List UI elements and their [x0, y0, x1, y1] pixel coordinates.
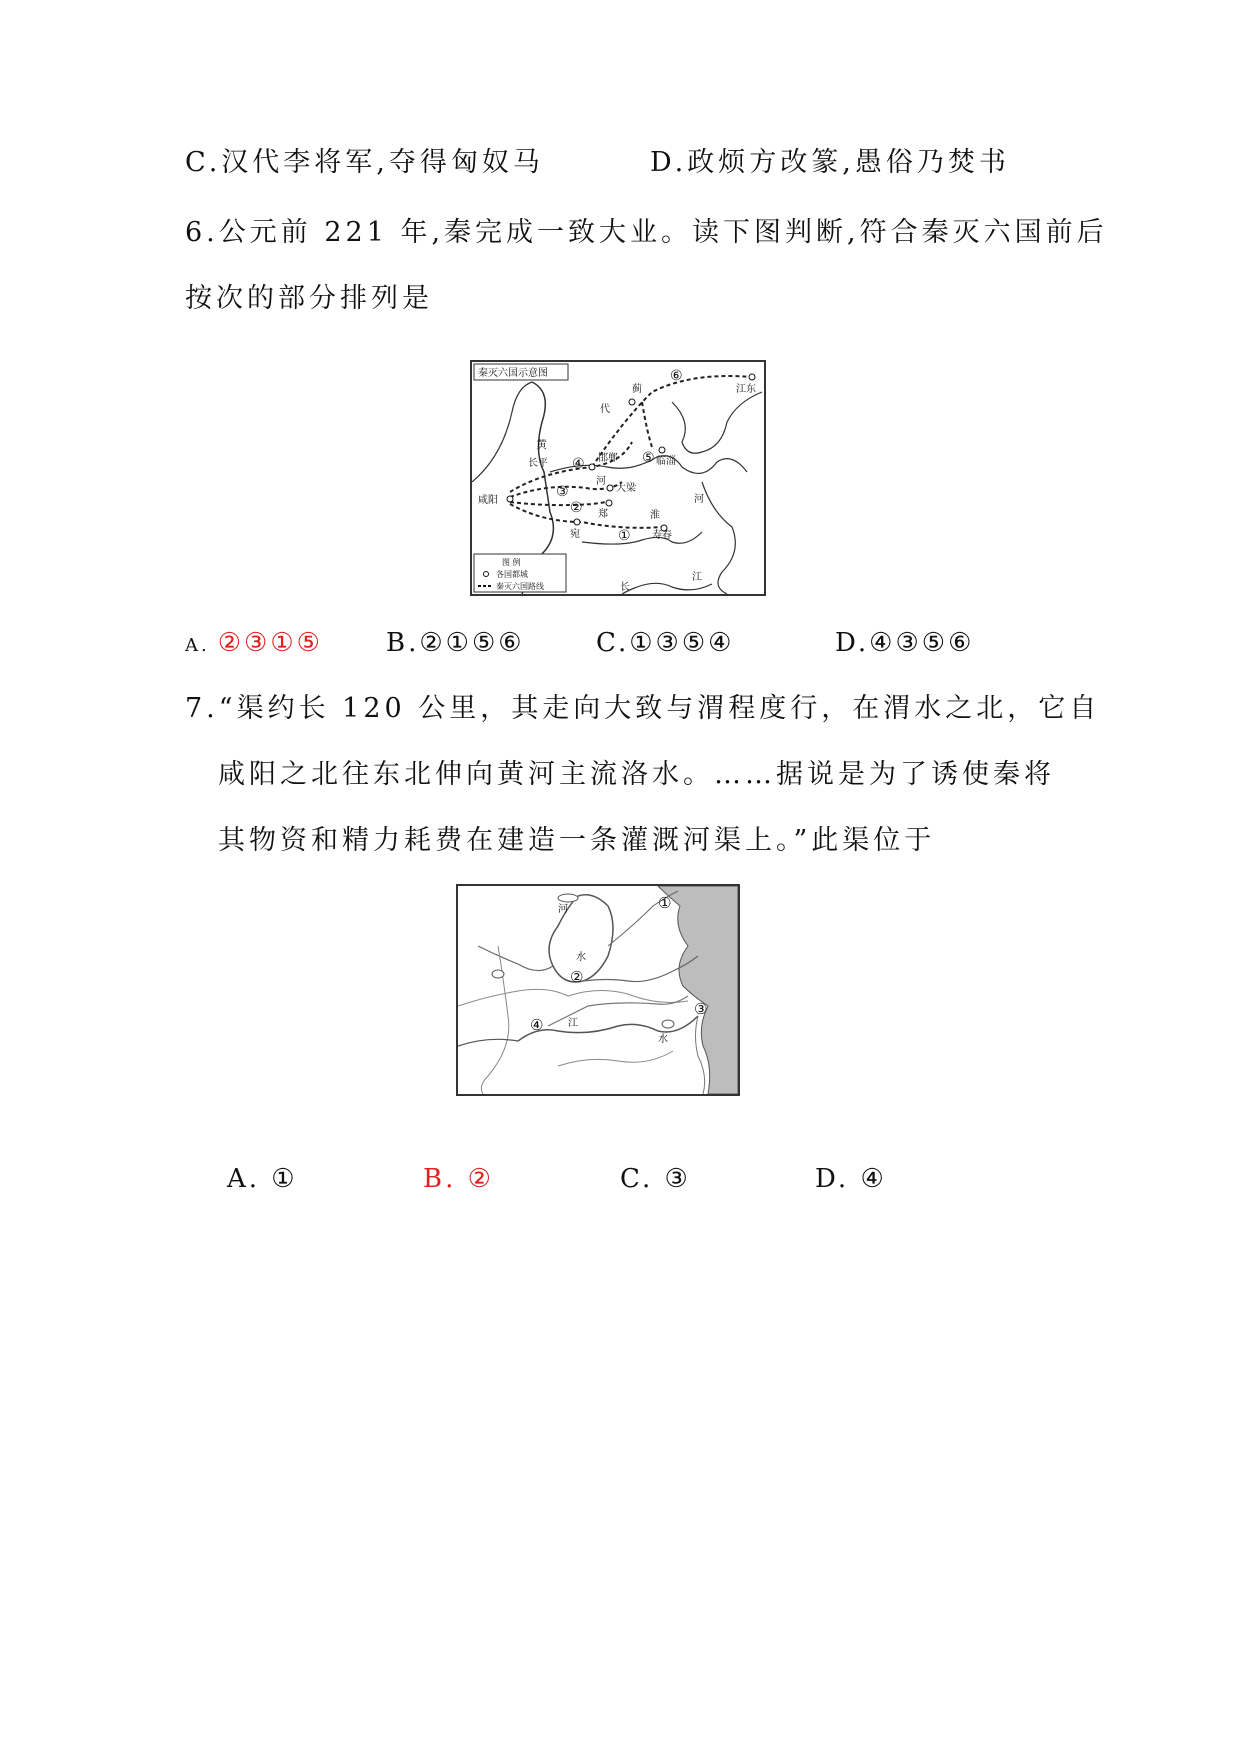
q6-stem-line2: 按次的部分排列是 — [185, 283, 433, 314]
legend-capital: 各国都城 — [496, 570, 528, 579]
q6-option-a-answer: ②③①⑤ — [217, 628, 323, 658]
place-shouchun: 寿春 — [652, 530, 672, 541]
q6-option-d: D.④③⑤⑥ — [835, 628, 975, 658]
legend-title: 图 例 — [502, 558, 521, 567]
map-title: 秦灭六国示意图 — [478, 368, 548, 379]
q7-stem-line1: 7.“渠约长 120 公里，其走向大致与渭程度行，在渭水之北，它自 — [185, 693, 1101, 724]
q7-option-d: D. ④ — [815, 1164, 887, 1194]
q7-stem-line3: 其物资和精力耗费在建造一条灌溉河渠上。”此渠位于 — [218, 825, 936, 856]
place-huai: 淮 — [650, 510, 660, 521]
map2-marker-3: ③ — [694, 1000, 708, 1018]
q6-stem-line1: 6.公元前 221 年,秦完成一致大业。读下图判断,符合秦灭六国前后 — [185, 217, 1108, 248]
place-jiangdong: 江东 — [736, 384, 756, 395]
route-marker-1: ① — [618, 528, 631, 544]
q7-option-a: A. ① — [227, 1164, 298, 1194]
route-marker-5: ⑤ — [642, 450, 655, 466]
q5-option-d: D.政烦方改篆,愚俗乃焚书 — [650, 147, 1010, 178]
place-zheng: 郑 — [598, 509, 608, 520]
map2-marker-2: ② — [570, 968, 584, 986]
route-marker-6: ⑥ — [670, 368, 683, 384]
map2-label-shui1: 水 — [576, 952, 586, 963]
map2-label-shui2: 水 — [658, 1034, 668, 1045]
place-he: 河 — [596, 476, 606, 487]
route-marker-4: ④ — [572, 456, 585, 472]
place-daliang: 大梁 — [616, 483, 636, 494]
route-marker-2: ② — [570, 500, 583, 516]
place-huang: 黄 — [536, 438, 547, 451]
place-ji: 蓟 — [632, 384, 642, 395]
q6-option-a-label: A. — [185, 635, 210, 656]
place-changping: 长平 — [528, 458, 548, 469]
qin-conquest-map — [470, 360, 766, 596]
map2-marker-4: ④ — [530, 1016, 544, 1034]
map2-marker-1: ① — [658, 894, 672, 912]
place-chang: 长 — [620, 582, 630, 593]
place-dai: 代 — [600, 404, 610, 415]
legend-route: 秦灭六国路线 — [496, 582, 544, 591]
q7-stem-line2: 咸阳之北往东北伸向黄河主流洛水。……据说是为了诱使秦将 — [218, 759, 1055, 790]
q6-option-b: B.②①⑤⑥ — [386, 628, 525, 658]
q6-option-a — [185, 626, 323, 663]
route-marker-3: ③ — [556, 484, 569, 500]
q7-option-b-answer: B. ② — [423, 1164, 494, 1194]
place-handan: 邯郸 — [598, 453, 618, 464]
place-xianyang: 咸阳 — [478, 495, 498, 506]
place-jiang: 江 — [692, 572, 702, 583]
q7-option-c: C. ③ — [620, 1164, 691, 1194]
place-wan: 宛 — [570, 529, 580, 540]
map2-label-jiang: 江 — [568, 1018, 578, 1029]
canal-location-map — [456, 884, 740, 1096]
map2-label-he: 河 — [558, 904, 568, 915]
place-linzi: 临淄 — [656, 456, 676, 467]
place-he2: 河 — [694, 494, 704, 505]
q5-option-c: C.汉代李将军,夺得匈奴马 — [185, 147, 544, 178]
q6-option-c: C.①③⑤④ — [596, 628, 735, 658]
